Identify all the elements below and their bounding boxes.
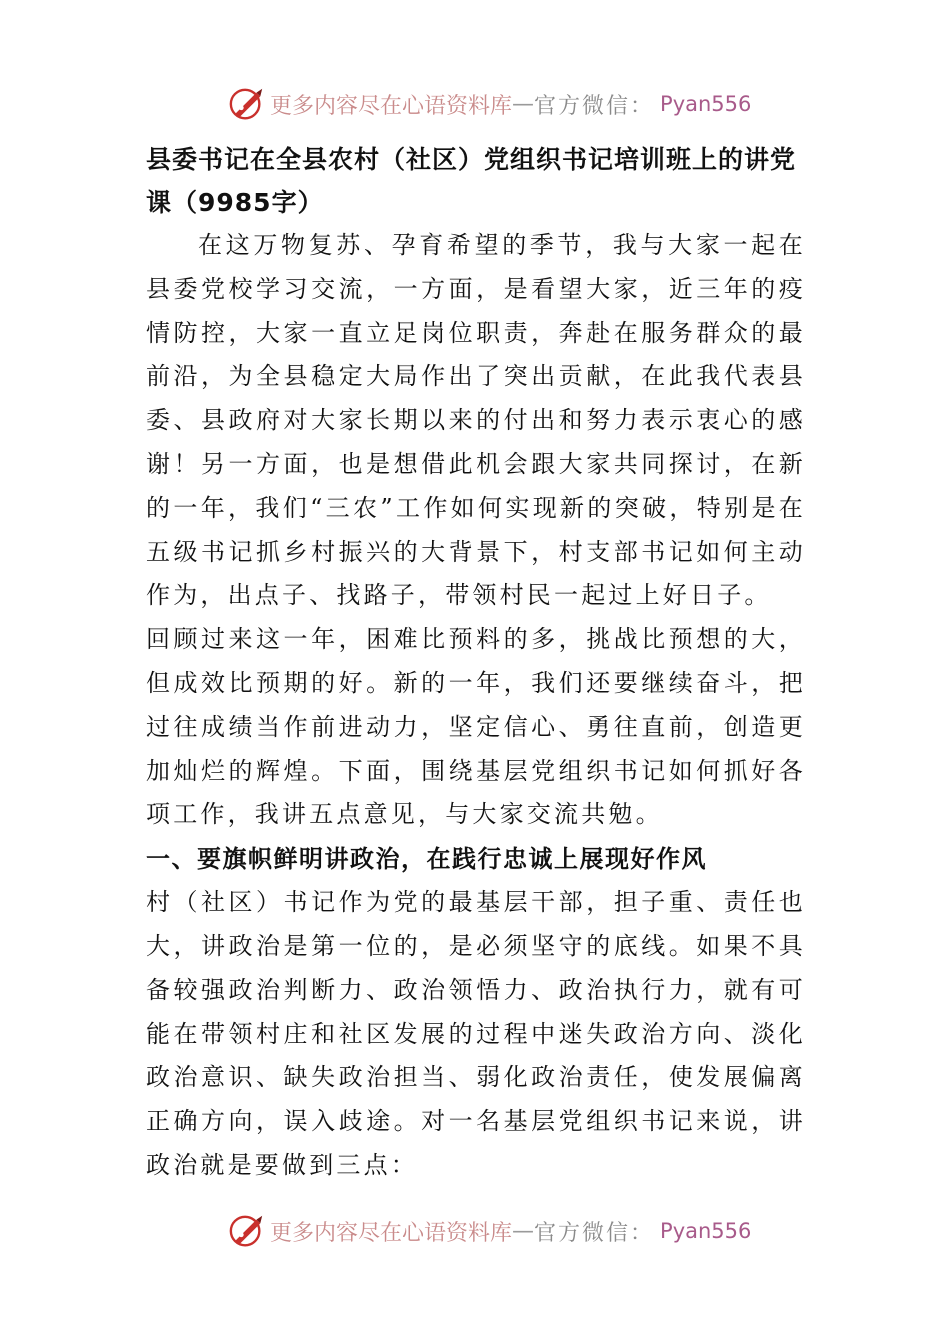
banner-text: 更多内容尽在心语资料库 [270, 93, 513, 119]
pen-logo-icon [228, 1212, 266, 1250]
footer-banner [228, 1209, 751, 1253]
banner-wechat-id: Pyan556 [660, 1219, 752, 1243]
review-paragraph: 回顾过来这一年，困难比预料的多，挑战比预想的大，但成效比预期的好。新的一年，我们还要继续奋斗，把过往成绩当作前进动力，坚定信心、勇往直前，创造更加灿烂的辉煌。下面，围绕基层党组织书记如何抓好各项工作，我讲五点意见，与大家交流共勉。 [146, 625, 806, 829]
banner-separator: — [512, 1218, 535, 1244]
section-heading-1: 一、要旗帜鲜明讲政治，在践行忠诚上展现好作风 [146, 845, 707, 874]
banner-official-label: 官方微信： [534, 1220, 655, 1246]
pen-logo-icon [228, 85, 266, 123]
banner-separator: — [512, 91, 535, 117]
banner-text: 更多内容尽在心语资料库 [270, 1220, 513, 1246]
banner-official-label: 官方微信： [534, 93, 655, 119]
document-title: 县委书记在全县农村（社区）党组织书记培训班上的讲党课（9985字） [146, 145, 797, 217]
intro-paragraph: 在这万物复苏、孕育希望的季节，我与大家一起在县委党校学习交流，一方面，是看望大家，近三年的疫情防控，大家一直立足岗位职责，奔赴在服务群众的最前沿，为全县稳定大局作出了突出贡献，在此我代表县委、县政府对大家长期以来的付出和努力表示衷心的感谢！另一方面，也是想借此机会跟大家共同探讨，在新的一年，我们“三农”工作如何实现新的突破，特别是在五级书记抓乡村振兴的大背景下，村支部书记如何主动作为，出点子、找路子，带领村民一起过上好日子。 [146, 231, 806, 610]
section-1-paragraph: 村（社区）书记作为党的最基层干部，担子重、责任也大，讲政治是第一位的，是必须坚守的底线。如果不具备较强政治判断力、政治领悟力、政治执行力，就有可能在带领村庄和社区发展的过程中迷失政治方向、淡化政治意识、缺失政治担当、弱化政治责任，使发展偏离正确方向，误入歧途。对一名基层党组织书记来说，讲政治就是要做到三点： [146, 888, 806, 1179]
header-banner [228, 82, 751, 126]
banner-wechat-id: Pyan556 [660, 92, 752, 116]
document-body [146, 138, 806, 1188]
